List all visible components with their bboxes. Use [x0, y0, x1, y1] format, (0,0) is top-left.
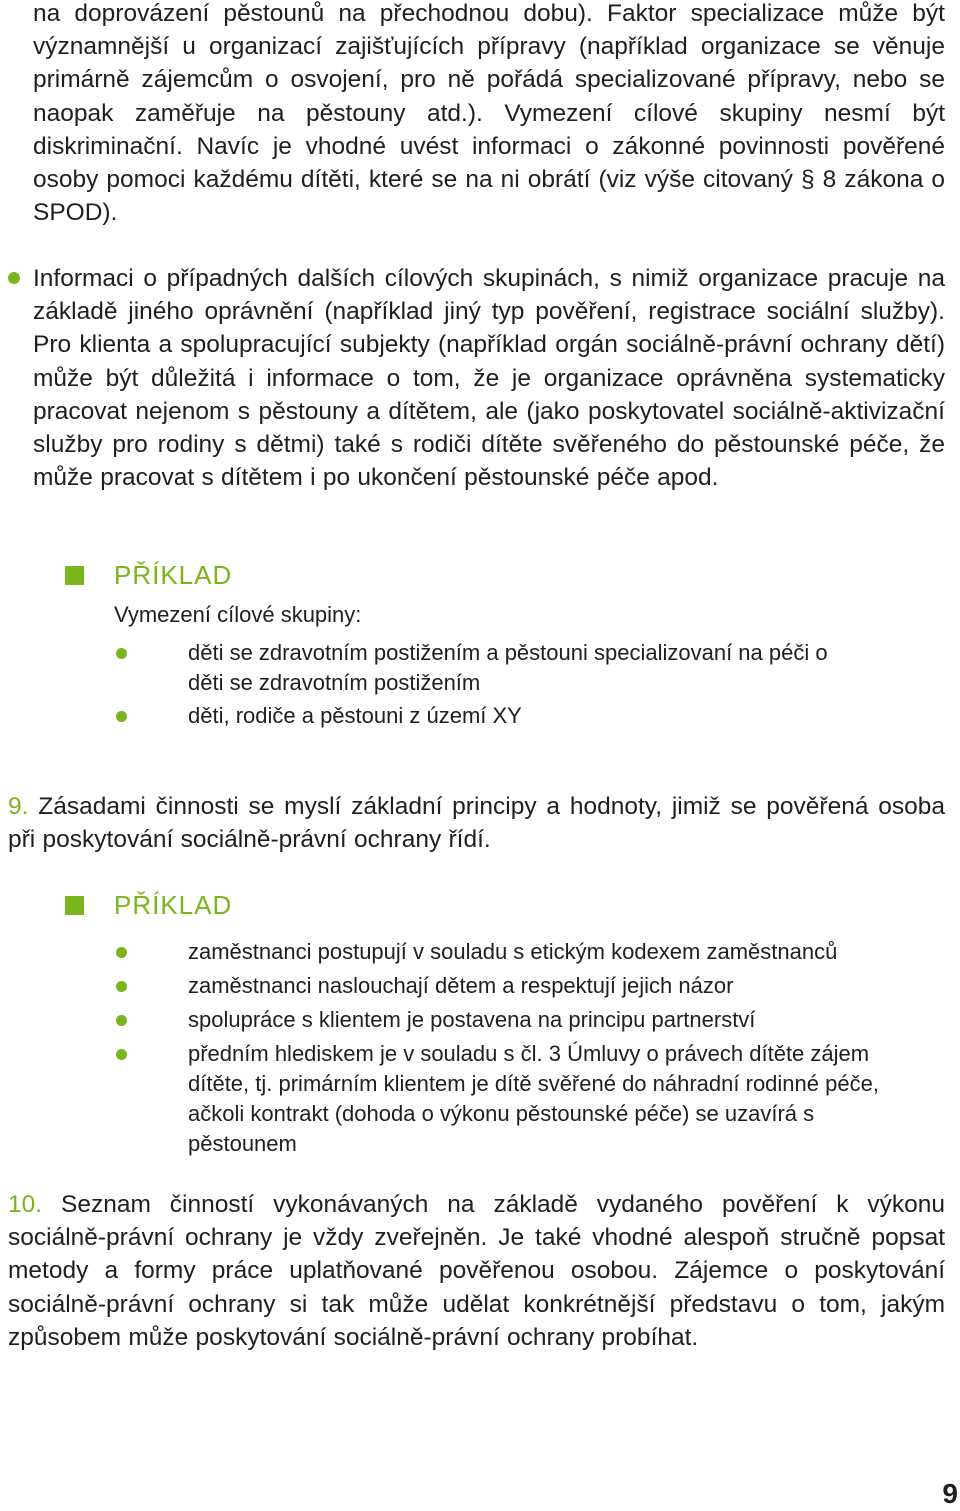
- example-label: Vymezení cílové skupiny:: [114, 602, 362, 627]
- section-10-paragraph: [8, 1188, 945, 1354]
- list-item-text: děti, rodiče a pěstouni z území XY: [188, 703, 522, 728]
- section-text: Seznam činností vykonávaných na základě vydaného pověření k výkonu sociálně-právní ochrany je vždy zveřejněn. Je také vhodné alespoň stručně popsat metody a formy práce uplatňované pověřenou osobou. Zájemce o poskytování sociálně-právní ochrany si tak může udělat konkrétnější představu o tom, jakým způsobem může poskytování sociálně-právní ochrany probíhat.: [8, 1191, 945, 1351]
- list-item: [0, 638, 928, 698]
- list-item-text: děti se zdravotním postižením a pěstouni specializovaní na péči o děti se zdravotním postižením: [188, 640, 828, 695]
- bullet-dot-icon: [116, 1015, 127, 1026]
- info-paragraph: Informaci o případných dalších cílových skupinách, s nimiž organizace pracuje na základě jiného oprávnění (například jiný typ pověření, registrace sociální služby). Pro klienta a spolupracující subjekty (například orgán sociálně-právní ochrany dětí) může být důležitá i informace o tom, že je organizace oprávněna systematicky pracovat nejenom s pěstouny a dítětem, ale (jako poskytovatel sociálně-aktivizační služby pro rodiny s dětmi) také s rodiči dítěte svěřeného do pěstounské péče, že může pracovat s dítětem i po ukončení pěstounské péče apod.: [33, 265, 945, 492]
- example-header: [65, 559, 232, 591]
- bullet-dot-icon: [116, 947, 127, 958]
- list-item: [0, 701, 928, 731]
- list-item: [0, 1039, 928, 1159]
- bullet-dot-icon: [116, 648, 127, 659]
- square-icon: [65, 566, 84, 585]
- section-number: 9.: [8, 793, 29, 820]
- bullet-dot-icon: [8, 272, 20, 284]
- list-item: [0, 1005, 928, 1035]
- section-9-paragraph: [8, 790, 945, 856]
- example-list: [0, 638, 928, 731]
- list-item: [0, 937, 928, 967]
- section-number: 10.: [8, 1191, 43, 1218]
- bullet-dot-icon: [116, 711, 127, 722]
- example-list: [0, 937, 928, 1159]
- example-title: PŘÍKLAD: [114, 559, 233, 590]
- list-item-text: předním hlediskem je v souladu s čl. 3 Úmluvy o právech dítěte zájem dítěte, tj. primárním klientem je dítě svěřené do náhradní rodinné péče, ačkoli kontrakt (dohoda o výkonu pěstounské péče) se uzavírá s pěstounem: [188, 1041, 879, 1156]
- square-icon: [65, 896, 84, 915]
- bullet-dot-icon: [116, 981, 127, 992]
- bullet-dot-icon: [116, 1049, 127, 1060]
- list-item-text: zaměstnanci naslouchají dětem a respektují jejich názor: [188, 973, 734, 998]
- example-header: [65, 889, 232, 921]
- list-item-text: zaměstnanci postupují v souladu s etickým kodexem zaměstnanců: [188, 939, 838, 964]
- page-number: 9: [942, 1478, 958, 1509]
- list-item-text: spolupráce s klientem je postavena na principu partnerství: [188, 1007, 756, 1032]
- example-title: PŘÍKLAD: [114, 889, 233, 920]
- intro-paragraph: na doprovázení pěstounů na přechodnou dobu). Faktor specializace může být významnější u organizací zajišťujících přípravy (například organizace se věnuje primárně zájemcům o osvojení, pro ně pořádá specializované přípravy, nebo se naopak zaměřuje na pěstouny atd.). Vymezení cílové skupiny nesmí být diskriminační. Navíc je vhodné uvést informaci o zákonné povinnosti pověřené osoby pomoci každému dítěti, které se na ni obrátí (viz výše citovaný § 8 zákona o SPOD).: [33, 0, 945, 227]
- section-text: Zásadami činnosti se myslí základní principy a hodnoty, jimiž se pověřená osoba při poskytování sociálně-právní ochrany řídí.: [8, 793, 945, 854]
- list-item: [0, 971, 928, 1001]
